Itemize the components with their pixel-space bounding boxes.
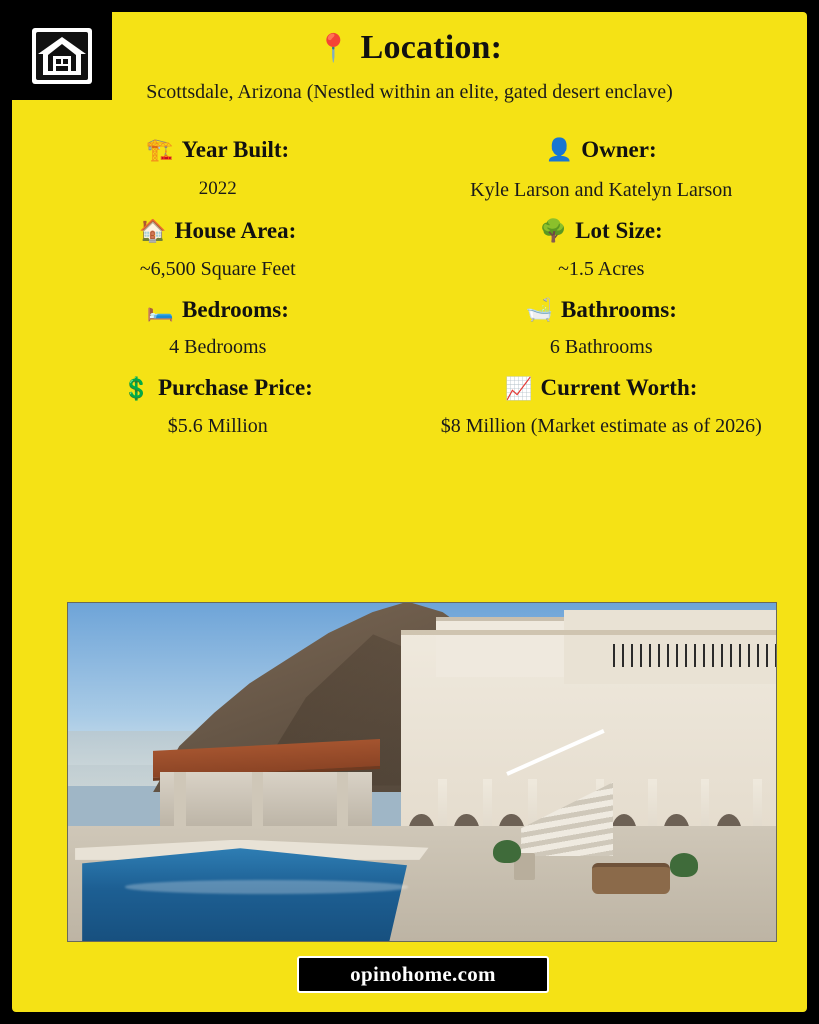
fact-label-text: Lot Size: — [575, 217, 663, 243]
luxury-home-pool-photo — [67, 602, 777, 942]
ramada-post — [337, 772, 348, 829]
fact-year-built — [26, 132, 410, 213]
fact-current-worth — [410, 370, 794, 449]
fact-purchase-price — [26, 370, 410, 449]
fact-value: ~1.5 Acres — [558, 257, 645, 280]
fact-label-text: House Area: — [174, 217, 297, 243]
house-logo-icon — [29, 25, 95, 87]
ramada-post — [252, 772, 263, 829]
content-card — [12, 12, 807, 1012]
bathrooms-icon: 🛁 — [525, 296, 554, 322]
year-built-icon: 🏗️ — [146, 137, 174, 163]
fact-value: Kyle Larson and Katelyn Larson — [470, 178, 733, 201]
fact-label-text: Owner: — [581, 137, 657, 162]
shrub — [670, 853, 698, 877]
page-title-text: Location: — [360, 29, 503, 66]
fact-label — [32, 217, 404, 246]
fact-bedrooms — [26, 292, 410, 371]
fact-value: ~6,500 Square Feet — [139, 257, 296, 280]
fact-label-text: Year Built: — [181, 137, 290, 162]
house-area-icon: 🏠 — [139, 218, 167, 244]
fact-house-area — [26, 213, 410, 292]
fact-label — [416, 296, 788, 325]
current-worth-icon: 📈 — [505, 375, 533, 401]
fact-label — [32, 374, 404, 403]
fact-value: $8 Million (Market estimate as of 2026) — [440, 415, 762, 437]
page-title — [102, 28, 717, 69]
fire-pit — [592, 863, 670, 893]
location-pin-icon: 📍 — [316, 33, 351, 64]
lot-size-icon: 🌳 — [539, 218, 568, 244]
location-subtitle: Scottsdale, Arizona (Nestled within an elite, gated desert enclave) — [146, 80, 673, 103]
website-url: opinohome.com — [350, 962, 496, 986]
fact-label — [32, 296, 404, 325]
fact-value: 4 Bedrooms — [169, 336, 267, 359]
shrub — [493, 840, 521, 864]
fact-label — [416, 374, 788, 403]
ramada-post — [174, 772, 185, 829]
fact-label-text: Purchase Price: — [158, 375, 313, 401]
fact-lot-size — [410, 213, 794, 292]
roofline — [401, 630, 776, 635]
header — [102, 28, 717, 106]
fact-label-text: Bathrooms: — [561, 296, 677, 322]
fact-owner — [410, 132, 794, 213]
fact-label — [416, 136, 788, 165]
facts-grid — [26, 132, 793, 449]
fact-label — [416, 217, 788, 246]
fact-label-text: Current Worth: — [540, 375, 698, 401]
fact-value: 2022 — [198, 177, 237, 199]
website-badge[interactable] — [297, 956, 549, 993]
balcony-railing — [613, 644, 776, 668]
fact-value: $5.6 Million — [167, 415, 268, 437]
fact-label-text: Bedrooms: — [182, 296, 289, 322]
fact-bathrooms — [410, 292, 794, 371]
fact-value: 6 Bathrooms — [549, 336, 653, 359]
owner-icon: 👤 — [545, 137, 574, 163]
fact-label — [32, 136, 404, 165]
pool-reflection — [125, 880, 408, 894]
brand-logo — [12, 12, 112, 100]
bedrooms-icon: 🛏️ — [146, 296, 174, 322]
photo-illustration — [68, 603, 776, 941]
purchase-price-icon: 💲 — [122, 375, 151, 401]
